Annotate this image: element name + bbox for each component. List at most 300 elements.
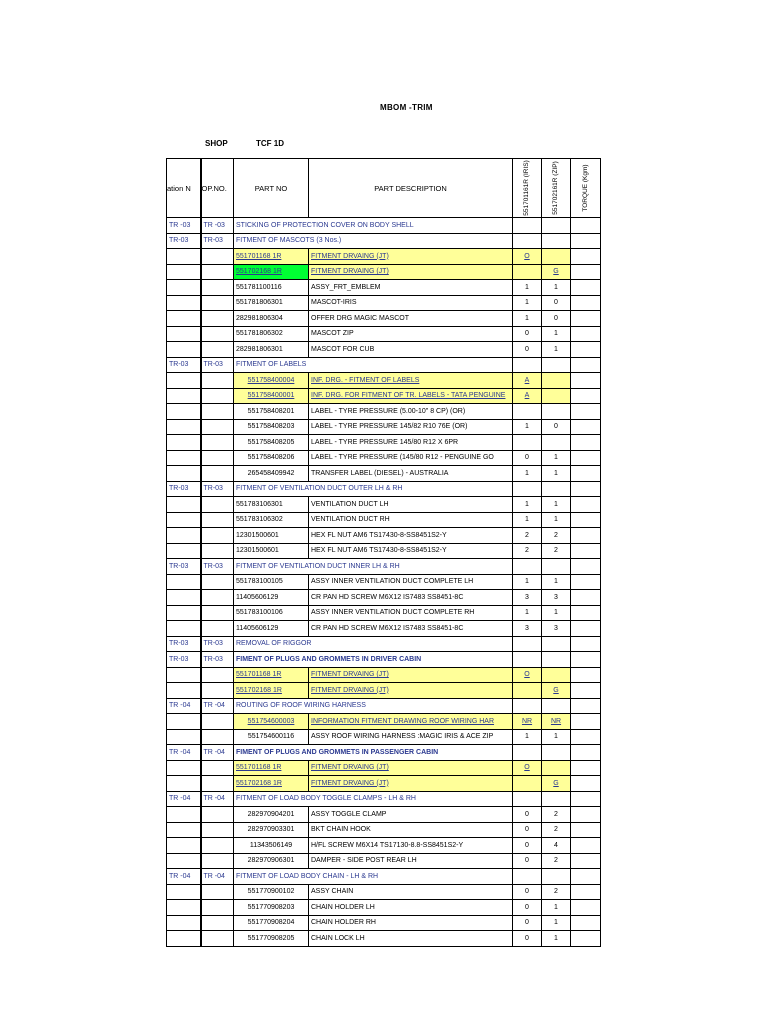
op-no-cell (201, 559, 234, 575)
station-cell (167, 373, 201, 389)
table-body (167, 218, 601, 947)
variant-iris-cell (513, 404, 542, 420)
station-cell (167, 543, 201, 559)
section-row (167, 791, 601, 807)
torque-cell (571, 357, 601, 373)
variant-zip-cell (542, 884, 571, 900)
variant-iris-cell-text: 0 (525, 888, 529, 896)
variant-iris-cell (513, 512, 542, 528)
section-title: STICKING OF PROTECTION COVER ON BODY SHELL (236, 221, 414, 229)
part-description-cell-text: CHAIN HOLDER RH (311, 919, 376, 927)
variant-zip-cell (542, 590, 571, 606)
table-row (167, 249, 601, 265)
variant-zip-cell-text: 3 (554, 593, 558, 601)
part-number-cell (234, 590, 309, 606)
part-description-cell-text: HEX FL NUT AM6 TS17430-8-SS8451S2-Y (311, 547, 447, 555)
op-no-cell (201, 714, 234, 730)
variant-zip-cell-text: G (553, 686, 559, 694)
station-cell (167, 326, 201, 342)
part-description-cell-text: CR PAN HD SCREW M6X12 IS7483 SS8451-8C (311, 624, 464, 632)
station-cell (167, 311, 201, 327)
variant-iris-cell (513, 481, 542, 497)
variant-iris-cell (513, 357, 542, 373)
part-number-cell (234, 838, 309, 854)
station-cell (167, 745, 201, 761)
variant-iris-cell-text: 0 (525, 826, 529, 834)
station-cell (167, 931, 201, 947)
torque-cell (571, 776, 601, 792)
part-number-cell (234, 435, 309, 451)
station-cell (167, 388, 201, 404)
op-no-cell (201, 636, 234, 652)
part-description-cell-text: OFFER DRG MAGIC MASCOT (311, 314, 409, 322)
part-number-cell (234, 528, 309, 544)
table-row (167, 450, 601, 466)
part-description-cell-text: ASSY ROOF WIRING HARNESS :MAGIC IRIS & ACE ZIP (311, 733, 494, 741)
variant-iris-cell-text: 0 (525, 810, 529, 818)
torque-cell (571, 636, 601, 652)
station-cell (167, 621, 201, 637)
variant-zip-cell (542, 605, 571, 621)
part-description-cell-text: ASSY INNER VENTILATION DUCT COMPLETE RH (311, 609, 475, 617)
torque-cell (571, 543, 601, 559)
part-description-cell (309, 667, 513, 683)
col-torque (571, 159, 601, 218)
table-row (167, 435, 601, 451)
part-description-cell-text: LABEL - TYRE PRESSURE 145/82 R10 76E (OR) (311, 423, 468, 431)
variant-iris-cell-text: A (524, 392, 530, 400)
variant-iris-cell (513, 326, 542, 342)
section-row (167, 233, 601, 249)
variant-zip-cell (542, 373, 571, 389)
table-row (167, 931, 601, 947)
torque-cell (571, 373, 601, 389)
station-cell (167, 667, 201, 683)
variant-zip-cell-text: 1 (554, 283, 558, 291)
torque-cell (571, 714, 601, 730)
variant-iris-cell-text: O (524, 671, 530, 679)
part-number-cell (234, 760, 309, 776)
part-number-cell-text: 282981806301 (236, 345, 283, 353)
part-description-cell-text: ASSY_FRT_EMBLEM (311, 283, 381, 291)
part-description-cell (309, 915, 513, 931)
variant-zip-cell (542, 667, 571, 683)
op-no-cell (201, 745, 234, 761)
document-title: MBOM -TRIM (380, 103, 433, 112)
variant-zip-cell (542, 357, 571, 373)
variant-iris-cell (513, 729, 542, 745)
part-number-cell-text: 551758408203 (247, 423, 295, 431)
variant-iris-cell (513, 931, 542, 947)
part-number-cell-text: 12301500601 (236, 547, 279, 555)
part-number-cell-text: 551758408206 (247, 454, 295, 462)
part-description-cell (309, 264, 513, 280)
station-cell-text: TR -04 (169, 702, 191, 710)
table-row (167, 264, 601, 280)
part-number-cell-text: 551702168 1R (236, 779, 282, 787)
table-row (167, 388, 601, 404)
op-no-cell (201, 698, 234, 714)
part-number-cell-text: 551770908205 (247, 934, 295, 942)
section-title-cell (234, 652, 513, 668)
part-number-cell-text: 551758408201 (247, 407, 295, 415)
section-title: ROUTING OF ROOF WIRING HARNESS (236, 702, 366, 710)
part-number-cell-text: 551701168 1R (236, 252, 282, 260)
part-number-cell (234, 683, 309, 699)
table-row (167, 574, 601, 590)
station-cell (167, 466, 201, 482)
station-cell (167, 481, 201, 497)
station-cell-text: TR -04 (169, 872, 191, 880)
part-number-cell-text: 551781806301 (236, 299, 283, 307)
variant-zip-cell-text: 2 (554, 547, 558, 555)
part-number-cell-text: 282970904201 (247, 810, 295, 818)
section-row (167, 652, 601, 668)
op-no-cell (201, 497, 234, 513)
station-cell (167, 900, 201, 916)
station-cell (167, 357, 201, 373)
op-no-cell-text: TR-03 (203, 361, 223, 369)
op-no-cell (201, 931, 234, 947)
section-title: FITMENT OF MASCOTS (3 Nos.) (236, 237, 342, 245)
variant-iris-cell-text: 0 (525, 330, 529, 338)
col-part-no: PART NO (234, 159, 309, 218)
station-cell (167, 450, 201, 466)
variant-iris-cell (513, 419, 542, 435)
col-torque-label: TORQUE (Kgm) (581, 164, 589, 212)
part-description-cell (309, 683, 513, 699)
part-number-cell (234, 543, 309, 559)
variant-zip-cell (542, 295, 571, 311)
col-variant-zip (542, 159, 571, 218)
variant-zip-cell (542, 419, 571, 435)
part-number-cell-text: 551783106301 (236, 500, 283, 508)
variant-iris-cell (513, 900, 542, 916)
op-no-cell (201, 838, 234, 854)
part-number-cell-text: 551754600003 (247, 717, 295, 725)
torque-cell (571, 342, 601, 358)
part-number-cell-text: 551783106302 (236, 516, 283, 524)
variant-iris-cell-text: 2 (525, 547, 529, 555)
variant-zip-cell-text: 1 (554, 516, 558, 524)
variant-iris-cell (513, 714, 542, 730)
variant-iris-cell-text: 1 (525, 578, 529, 586)
variant-zip-cell-text: 2 (554, 826, 558, 834)
part-description-cell-text: LABEL - TYRE PRESSURE 145/80 R12 X 6PR (311, 438, 459, 446)
part-number-cell-text: 551770908203 (247, 903, 295, 911)
section-row (167, 559, 601, 575)
part-number-cell-text: 551781100116 (236, 283, 282, 291)
variant-iris-cell (513, 559, 542, 575)
variant-iris-cell (513, 915, 542, 931)
op-no-cell (201, 373, 234, 389)
torque-cell (571, 481, 601, 497)
variant-iris-cell-text: 1 (525, 469, 529, 477)
part-number-cell (234, 776, 309, 792)
part-number-cell (234, 264, 309, 280)
variant-iris-cell (513, 233, 542, 249)
variant-iris-cell (513, 342, 542, 358)
station-cell (167, 233, 201, 249)
part-description-cell (309, 528, 513, 544)
station-cell-text: TR-03 (169, 562, 189, 570)
variant-iris-cell (513, 636, 542, 652)
part-description-cell (309, 884, 513, 900)
variant-zip-cell (542, 218, 571, 234)
op-no-cell (201, 605, 234, 621)
variant-iris-cell (513, 218, 542, 234)
part-number-cell (234, 900, 309, 916)
op-no-cell (201, 543, 234, 559)
part-description-cell (309, 388, 513, 404)
variant-iris-cell (513, 280, 542, 296)
variant-zip-cell-text: 1 (554, 609, 558, 617)
part-description-cell (309, 342, 513, 358)
station-cell (167, 435, 201, 451)
part-description-cell-text: MASCOT-IRIS (311, 299, 357, 307)
variant-iris-cell (513, 884, 542, 900)
station-cell-text: TR-03 (169, 237, 189, 245)
variant-zip-cell (542, 249, 571, 265)
station-cell (167, 915, 201, 931)
torque-cell (571, 869, 601, 885)
variant-zip-cell (542, 714, 571, 730)
op-no-cell-text: TR -04 (203, 748, 225, 756)
variant-iris-cell-text: 3 (525, 593, 529, 601)
part-description-cell-text: BKT CHAIN HOOK (311, 826, 371, 834)
op-no-cell (201, 621, 234, 637)
part-description-cell-text: ASSY CHAIN (311, 888, 354, 896)
station-cell (167, 419, 201, 435)
part-number-cell-text: 282981806304 (236, 314, 283, 322)
part-number-cell (234, 311, 309, 327)
station-cell-text: TR -04 (169, 748, 191, 756)
part-description-cell (309, 931, 513, 947)
station-cell-text: TR-03 (169, 485, 189, 493)
part-number-cell (234, 342, 309, 358)
op-no-cell (201, 326, 234, 342)
variant-zip-cell (542, 435, 571, 451)
torque-cell (571, 404, 601, 420)
op-no-cell (201, 311, 234, 327)
op-no-cell (201, 683, 234, 699)
part-description-cell (309, 605, 513, 621)
variant-zip-cell (542, 636, 571, 652)
op-no-cell (201, 574, 234, 590)
part-number-cell-text: 11343506149 (249, 841, 293, 849)
section-title: FITMENT OF VENTILATION DUCT INNER LH & RH (236, 562, 400, 570)
station-cell (167, 791, 201, 807)
part-description-cell-text: FITMENT DRVAING (JT) (311, 779, 389, 787)
part-number-cell-text: 551783100106 (236, 609, 283, 617)
variant-zip-cell (542, 838, 571, 854)
station-cell-text: TR-03 (169, 655, 189, 663)
table-row (167, 326, 601, 342)
variant-zip-cell (542, 481, 571, 497)
part-number-cell-text: 551770900102 (247, 888, 295, 896)
variant-iris-cell-text: 0 (525, 903, 529, 911)
torque-cell (571, 218, 601, 234)
variant-zip-cell-text: G (553, 779, 559, 787)
station-cell (167, 869, 201, 885)
variant-iris-cell (513, 590, 542, 606)
part-description-cell (309, 853, 513, 869)
part-description-cell-text: ASSY INNER VENTILATION DUCT COMPLETE LH (311, 578, 474, 586)
part-description-cell-text: CR PAN HD SCREW M6X12 IS7483 SS8451-8C (311, 593, 464, 601)
section-title-cell (234, 481, 513, 497)
section-title-cell (234, 559, 513, 575)
variant-iris-cell (513, 373, 542, 389)
variant-zip-cell (542, 791, 571, 807)
station-cell (167, 280, 201, 296)
op-no-cell-text: TR -04 (203, 795, 225, 803)
section-title: FITMENT OF LOAD BODY CHAIN - LH & RH (236, 872, 379, 880)
op-no-cell (201, 590, 234, 606)
variant-iris-cell-text: A (524, 376, 530, 384)
part-number-cell-text: 551781806302 (236, 330, 283, 338)
part-description-cell (309, 760, 513, 776)
torque-cell (571, 388, 601, 404)
part-description-cell (309, 249, 513, 265)
station-cell (167, 636, 201, 652)
variant-zip-cell (542, 621, 571, 637)
op-no-cell-text: TR -04 (203, 702, 225, 710)
op-no-cell-text: TR -03 (203, 221, 225, 229)
variant-zip-cell (542, 652, 571, 668)
part-number-cell-text: 265458409942 (247, 469, 295, 477)
variant-iris-cell (513, 698, 542, 714)
station-cell (167, 249, 201, 265)
variant-zip-cell-text: 1 (554, 934, 558, 942)
col-variant-zip-label: 551702161R (ZIP) (552, 161, 559, 215)
table-row (167, 342, 601, 358)
variant-iris-cell-text: 1 (525, 299, 529, 307)
variant-iris-cell (513, 466, 542, 482)
station-cell (167, 729, 201, 745)
part-description-cell (309, 838, 513, 854)
variant-iris-cell (513, 822, 542, 838)
variant-iris-cell-text: 1 (525, 314, 529, 322)
op-no-cell (201, 218, 234, 234)
part-number-cell-text: 551701168 1R (236, 671, 282, 679)
table-row (167, 621, 601, 637)
variant-zip-cell-text: 0 (554, 423, 558, 431)
part-number-cell (234, 574, 309, 590)
variant-zip-cell-text: G (553, 268, 559, 276)
op-no-cell-text: TR-03 (203, 655, 223, 663)
part-description-cell (309, 450, 513, 466)
station-cell-text: TR -03 (169, 221, 191, 229)
table-row (167, 838, 601, 854)
variant-zip-cell-text: 3 (554, 624, 558, 632)
torque-cell (571, 822, 601, 838)
station-cell (167, 218, 201, 234)
table-row (167, 543, 601, 559)
variant-iris-cell-text: 0 (525, 841, 529, 849)
torque-cell (571, 838, 601, 854)
variant-iris-cell (513, 497, 542, 513)
section-title: FITMENT OF LABELS (236, 361, 307, 369)
variant-iris-cell-text: NR (521, 717, 533, 725)
station-cell (167, 559, 201, 575)
torque-cell (571, 295, 601, 311)
table-row (167, 404, 601, 420)
variant-iris-cell (513, 745, 542, 761)
section-title-cell (234, 791, 513, 807)
variant-zip-cell-text: 2 (554, 888, 558, 896)
torque-cell (571, 760, 601, 776)
variant-iris-cell (513, 543, 542, 559)
variant-zip-cell-text: 4 (554, 841, 558, 849)
station-cell (167, 295, 201, 311)
variant-zip-cell (542, 807, 571, 823)
op-no-cell-text: TR-03 (203, 562, 223, 570)
variant-iris-cell-text: 1 (525, 733, 529, 741)
part-number-cell (234, 326, 309, 342)
table-row (167, 900, 601, 916)
part-description-cell (309, 807, 513, 823)
variant-iris-cell-text: 0 (525, 934, 529, 942)
op-no-cell (201, 295, 234, 311)
torque-cell (571, 590, 601, 606)
variant-zip-cell-text: 2 (554, 531, 558, 539)
variant-zip-cell-text: 2 (554, 810, 558, 818)
station-cell (167, 884, 201, 900)
station-cell (167, 590, 201, 606)
variant-zip-cell (542, 311, 571, 327)
col-variant-iris (513, 159, 542, 218)
part-number-cell-text: 551702168 1R (236, 686, 282, 694)
part-description-cell (309, 543, 513, 559)
part-number-cell-text: 11405606129 (236, 624, 279, 632)
variant-zip-cell-text: 0 (554, 299, 558, 307)
part-description-cell (309, 822, 513, 838)
torque-cell (571, 559, 601, 575)
variant-zip-cell-text: 1 (554, 345, 558, 353)
part-description-cell (309, 326, 513, 342)
variant-zip-cell (542, 466, 571, 482)
op-no-cell (201, 264, 234, 280)
table-row (167, 776, 601, 792)
op-no-cell-text: TR -04 (203, 872, 225, 880)
part-number-cell-text: 551758400004 (247, 376, 295, 384)
op-no-cell (201, 528, 234, 544)
op-no-cell (201, 357, 234, 373)
col-variant-iris-label: 551701161R (IRIS) (523, 160, 530, 216)
section-row (167, 636, 601, 652)
part-number-cell (234, 388, 309, 404)
part-number-cell-text: 551702168 1R (236, 268, 282, 276)
variant-iris-cell (513, 652, 542, 668)
part-number-cell-text: 551758400001 (247, 392, 295, 400)
variant-zip-cell (542, 683, 571, 699)
section-row (167, 745, 601, 761)
part-number-cell (234, 497, 309, 513)
torque-cell (571, 683, 601, 699)
op-no-cell (201, 915, 234, 931)
section-title: REMOVAL OF RIGGOR (236, 640, 312, 648)
variant-zip-cell (542, 264, 571, 280)
variant-iris-cell (513, 838, 542, 854)
variant-iris-cell-text: O (524, 252, 530, 260)
variant-zip-cell (542, 931, 571, 947)
part-description-cell (309, 776, 513, 792)
part-number-cell (234, 249, 309, 265)
op-no-cell (201, 652, 234, 668)
variant-iris-cell-text: 1 (525, 609, 529, 617)
section-title-cell (234, 698, 513, 714)
part-description-cell (309, 466, 513, 482)
